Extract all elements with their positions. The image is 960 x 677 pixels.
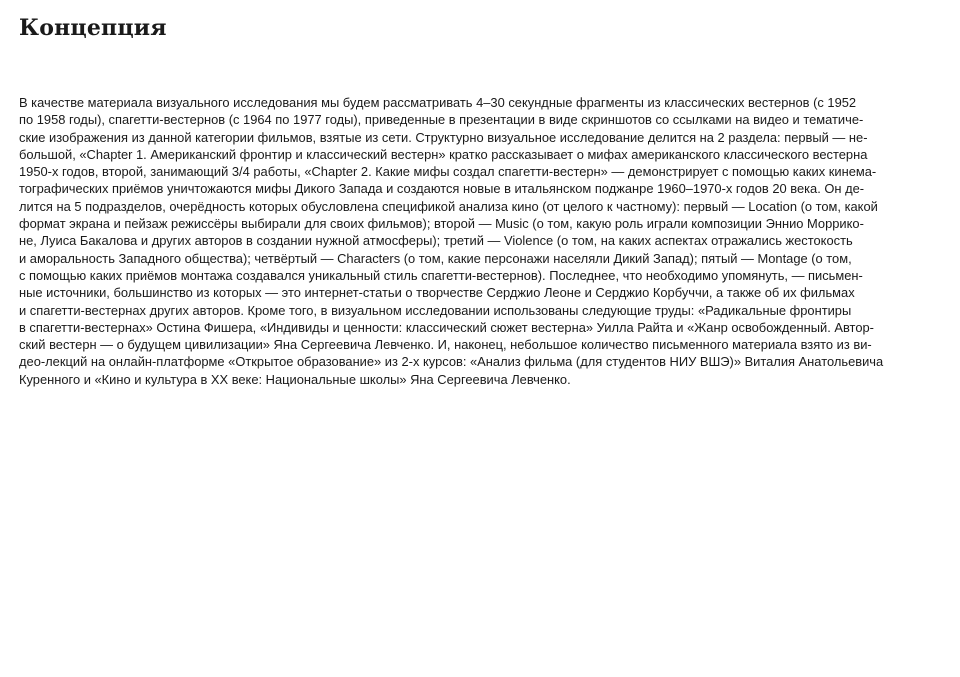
paragraph-line: део-лекций на онлайн-платформе «Открытое образование» из 2-х курсов: «Анализ фильма (для студентов НИУ ВШЭ)» Виталия Анатольевича	[19, 354, 884, 370]
paragraph-line: формат экрана и пейзаж режиссёры выбирали для своих фильмов); второй — Music (о том, какую роль играли композиции Эннио Моррико-	[19, 216, 864, 232]
paragraph-line: ные источники, большинство из которых — это интернет-статьи о творчестве Серджио Леоне и Серджио Корбуччи, а также об их фильмах	[19, 285, 855, 301]
paragraph-line: Куренного и «Кино и культура в XX веке: Национальные школы» Яна Сергеевича Левченко.	[19, 371, 571, 387]
paragraph-line: и аморальность Западного общества); четвёртый — Characters (о том, какие персонажи населяли Дикий Запад); пятый — Montage (о том,	[19, 250, 852, 266]
paragraph-line: 1950-х годов, второй, занимающий 3/4 работы, «Chapter 2. Какие мифы создал спагетти-вестерн» — демонстрирует с помощью каких кинема-	[19, 164, 877, 180]
paragraph-line: в спагетти-вестернах» Остина Фишера, «Индивиды и ценности: классический сюжет вестерна» Уилла Райта и «Жанр освобожденный. Автор-	[19, 319, 874, 335]
paragraph-line: ские изображения из данной категории фильмов, взятые из сети. Структурно визуальное исследование делится на 2 раздела: первый — не-	[19, 129, 868, 145]
paragraph-line: большой, «Chapter 1. Американский фронтир и классический вестерн» кратко рассказывает о мифах американского классического вестерна	[19, 146, 868, 162]
paragraph-line: В качестве материала визуального исследования мы будем рассматривать 4–30 секундные фрагменты из классических вестернов (с 1952	[19, 95, 857, 110]
paragraph-line: ский вестерн — о будущем цивилизации» Яна Сергеевича Левченко. И, наконец, небольшое количество письменного материала взято из ви-	[19, 337, 872, 353]
concept-paragraph	[19, 94, 941, 388]
paragraph-line: не, Луиса Бакалова и других авторов в создании нужной атмосферы); третий — Violence (о том, на каких аспектах отражались жестокость	[19, 233, 853, 249]
paragraph-line: лится на 5 подразделов, очерёдность которых обусловлена спецификой анализа кино (от целого к частному): первый — Location (о том, какой	[19, 198, 878, 214]
paragraph-line: и спагетти-вестернах других авторов. Кроме того, в визуальном исследовании использованы следующие труды: «Радикальные фронтиры	[19, 302, 852, 318]
paragraph-line: тографических приёмов уничтожаются мифы Дикого Запада и создаются новые в итальянском поджанре 1960–1970-х годов 20 века. Он де-	[19, 181, 865, 197]
paragraph-line: с помощью каких приёмов монтажа создавался уникальный стиль спагетти-вестернов). Последнее, что необходимо упомянуть, — письмен-	[19, 267, 863, 283]
page-title: Концепция	[19, 15, 167, 41]
paragraph-line: по 1958 годы), спагетти-вестернов (с 1964 по 1977 годы), приведенные в презентации в виде скриншотов со ссылками на видео и тематиче-	[19, 112, 864, 128]
